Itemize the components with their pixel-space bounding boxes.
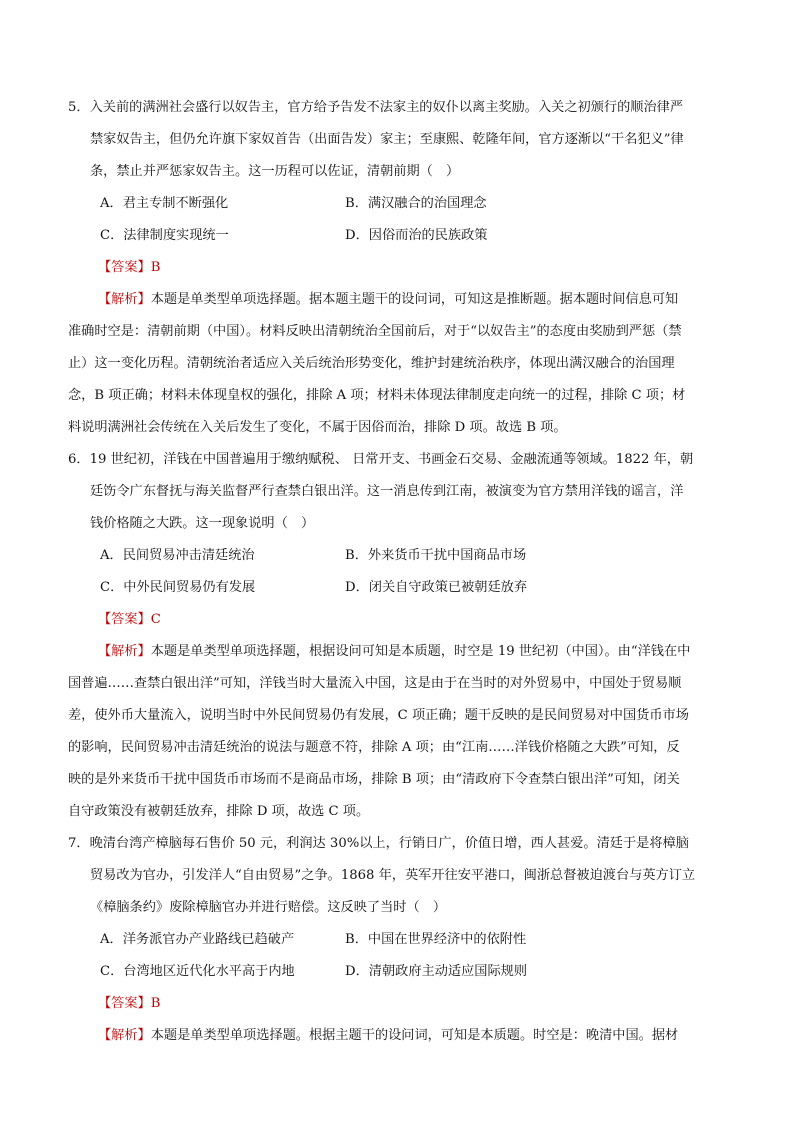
explanation-tag: 【解析】 — [98, 644, 151, 659]
explanation-line: 止）这一变化历程。清朝统治者适应入关后统治形势变化，维护封建统治秩序，体现出满汉融合的治国理 — [68, 356, 675, 371]
option-d: D．闭关自守政策已被朝廷放弃 — [345, 580, 528, 595]
option-d: D．清朝政府主动适应国际规则 — [345, 964, 528, 979]
answer-line — [98, 610, 161, 630]
question-stem-line: 6．19 世纪初，洋钱在中国普遍用于缴纳赋税、 日常开支、书画金石交易、金融流通等领域。1822 年，朝 — [68, 452, 694, 467]
question-stem-line: 钱价格随之大跌。这一现象说明（ ） — [90, 516, 315, 531]
option-b: B．满汉融合的治国理念 — [345, 196, 487, 211]
answer-line — [98, 994, 160, 1014]
answer-tag: 【答案】 — [98, 612, 151, 627]
answer-line — [98, 258, 160, 278]
option-c: C．台湾地区近代化水平高于内地 — [100, 964, 295, 979]
explanation-text: 本题是单类型单项选择题。根据主题干的设问词，可知是本质题。时空是：晚清中国。据材 — [150, 1028, 679, 1043]
explanation-line: 映的是外来货币干扰中国货币市场而不是商品市场，排除 B 项；由“清政府下令查禁白银出洋”可知，闭关 — [68, 772, 680, 787]
option-b: B．中国在世界经济中的依附性 — [345, 932, 527, 947]
option-c: C．法律制度实现统一 — [100, 228, 229, 243]
answer-tag: 【答案】 — [98, 996, 151, 1011]
question-stem-line: 廷饬令广东督抚与海关监督严行查禁白银出洋。这一消息传到江南，被演变为官方禁用洋钱的谣言，洋 — [90, 484, 684, 499]
option-b: B．外来货币干扰中国商品市场 — [345, 548, 527, 563]
answer-value: B — [150, 260, 161, 275]
explanation-line: 自守政策没有被朝廷放弃，排除 D 项，故选 C 项。 — [68, 804, 370, 819]
answer-value: B — [150, 996, 161, 1011]
option-c: C．中外民间贸易仍有发展 — [100, 580, 256, 595]
explanation-line: 的影响，民间贸易冲击清廷统治的说法与题意不符，排除 A 项；由“江南……洋钱价格随之大跌”可知，反 — [68, 740, 680, 755]
explanation-tag: 【解析】 — [98, 1028, 151, 1043]
question-stem-line: 条，禁止并严惩家奴告主。这一历程可以佐证，清朝前期（ ） — [90, 164, 460, 179]
explanation-line — [98, 1026, 678, 1046]
question-stem-line: 《樟脑条约》废除樟脑官办并进行赔偿。这反映了当时（ ） — [90, 900, 447, 915]
explanation-text: 本题是单类型单项选择题，根据设问可知是本质题，时空是 19 世纪初（中国）。由“洋钱在中 — [150, 644, 691, 659]
option-a: A．民间贸易冲击清廷统治 — [100, 548, 255, 563]
question-stem-line: 5．入关前的满洲社会盛行以奴告主，官方给予告发不法家主的奴仆以离主奖励。入关之初颁行的顺治律严 — [68, 100, 684, 115]
question-stem-line: 贸易改为官办，引发洋人“自由贸易”之争。1868 年，英军开往安平港口，闽浙总督被迫渡台与英方订立 — [90, 868, 696, 883]
answer-tag: 【答案】 — [98, 260, 151, 275]
explanation-line — [98, 290, 678, 310]
explanation-line: 料说明满洲社会传统在入关后发生了变化，不属于因俗而治，排除 D 项。故选 B 项。 — [68, 420, 567, 435]
explanation-line: 准确时空是：清朝前期（中国）。材料反映出清朝统治全国前后，对于“以奴告主”的态度由奖励到严惩（禁 — [68, 324, 682, 339]
option-d: D．因俗而治的民族政策 — [345, 228, 488, 243]
explanation-line: 国普遍……查禁白银出洋”可知，洋钱当时大量流入中国，这是由于在当时的对外贸易中，中国处于贸易顺 — [68, 676, 682, 691]
explanation-line — [98, 642, 690, 662]
question-stem-line: 7．晚清台湾产樟脑每石售价 50 元，利润达 30%以上，行销日广，价值日增，西人甚爱。清廷于是将樟脑 — [68, 836, 689, 851]
option-a: A．君主专制不断强化 — [100, 196, 229, 211]
answer-value: C — [150, 612, 161, 627]
question-stem-line: 禁家奴告主，但仍允许旗下家奴首告（出面告发）家主；至康熙、乾隆年间，官方逐渐以“干名犯义”律 — [90, 132, 684, 147]
explanation-line: 差，使外币大量流入，说明当时中外民间贸易仍有发展，C 项正确；题干反映的是民间贸易对中国货币市场 — [68, 708, 689, 723]
option-a: A．洋务派官办产业路线已趋破产 — [100, 932, 295, 947]
explanation-text: 本题是单类型单项选择题。据本题主题干的设问词，可知这是推断题。据本题时间信息可知 — [150, 292, 679, 307]
explanation-tag: 【解析】 — [98, 292, 151, 307]
explanation-line: 念，B 项正确；材料未体现皇权的强化，排除 A 项；材料未体现法律制度走向统一的过程，排除 C 项；材 — [68, 388, 686, 403]
